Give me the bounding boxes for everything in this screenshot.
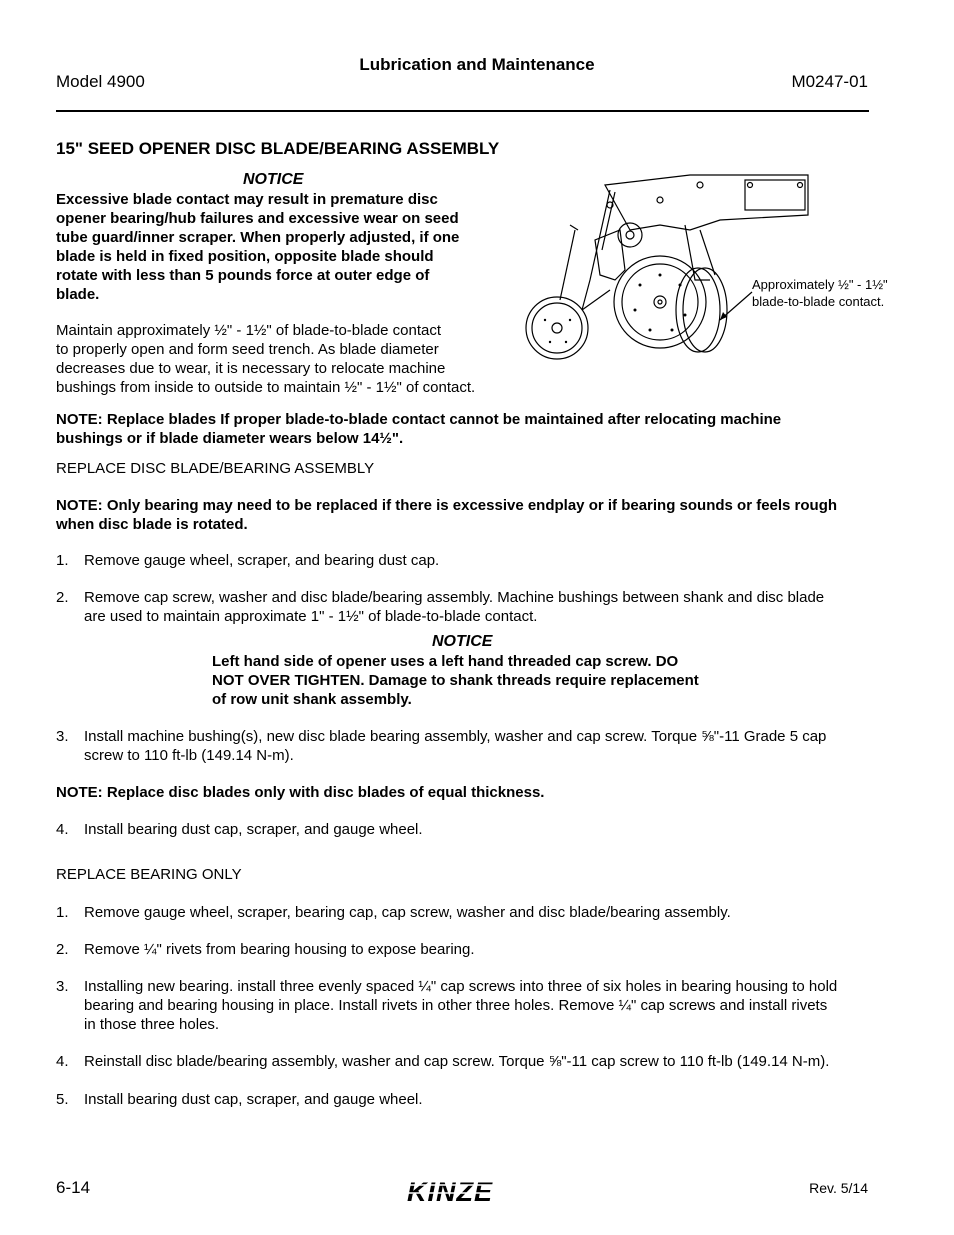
header-section-title: Lubrication and Maintenance	[359, 55, 595, 74]
step-item	[0, 1052, 954, 1072]
notice-line: of row unit shank assembly.	[212, 691, 412, 708]
step-number: 2.	[56, 941, 69, 958]
notice-heading: NOTICE	[243, 171, 304, 188]
step-number: 3.	[56, 978, 69, 995]
kinze-logo-text: KINZE	[407, 1177, 493, 1206]
step-line: bearing and bearing housing in place. Install rivets in other three holes. Remove ¼" cap screws and install rivets	[84, 997, 828, 1014]
step-number: 4.	[56, 1053, 69, 1070]
step-text	[84, 977, 874, 1034]
step-item	[0, 727, 954, 767]
subheading-replace-assembly: REPLACE DISC BLADE/BEARING ASSEMBLY	[56, 460, 375, 477]
notice-line: Excessive blade contact may result in premature disc	[56, 191, 438, 208]
intro-paragraph	[56, 321, 506, 397]
intro-line: bushings from inside to outside to maintain ½" - 1½" of contact.	[56, 379, 476, 396]
notice-text	[56, 190, 496, 304]
step-number: 1.	[56, 552, 69, 569]
step-number: 1.	[56, 904, 69, 921]
step-line: in those three holes.	[84, 1016, 220, 1033]
step-line: Installing new bearing. install three evenly spaced ¼" cap screws into three of six holes in bearing housing to hold	[84, 978, 838, 995]
step-text: Remove gauge wheel, scraper, bearing cap, cap screw, washer and disc blade/bearing assembly.	[84, 904, 731, 921]
step-item	[0, 1090, 954, 1110]
step-line: Install machine bushing(s), new disc blade bearing assembly, washer and cap screw. Torque ⅝"-11 Grade 5 cap	[84, 728, 827, 745]
note-replace-blades	[56, 410, 876, 448]
step-number: 5.	[56, 1091, 69, 1108]
step-line: screw to 110 ft-lb (149.14 N-m).	[84, 747, 294, 764]
step-text	[84, 588, 874, 626]
step-text: Install bearing dust cap, scraper, and gauge wheel.	[84, 821, 423, 838]
notice-line: Left hand side of opener uses a left hand threaded cap screw. DO	[212, 653, 679, 670]
step-item	[0, 977, 954, 1037]
intro-line: to properly open and form seed trench. As blade diameter	[56, 341, 439, 358]
header-rule	[56, 110, 869, 112]
subheading-replace-bearing: REPLACE BEARING ONLY	[56, 866, 242, 883]
revision: Rev. 5/14	[809, 1180, 868, 1196]
step-text	[84, 727, 874, 765]
step-text: Reinstall disc blade/bearing assembly, washer and cap screw. Torque ⅝"-11 cap screw to 110 ft-lb (149.14 N-m).	[84, 1053, 830, 1070]
callout-line: Approximately ½" - 1½"	[752, 277, 888, 292]
kinze-logo	[405, 1176, 525, 1211]
section-title: 15" SEED OPENER DISC BLADE/BEARING ASSEMBLY	[56, 139, 500, 158]
intro-line: Maintain approximately ½" - 1½" of blade-to-blade contact	[56, 322, 442, 339]
step-item	[0, 940, 954, 960]
callout-line: blade-to-blade contact.	[752, 294, 885, 309]
notice-line: rotate with less than 5 pounds force at outer edge of	[56, 267, 430, 284]
kinze-logo-mark	[405, 1176, 525, 1206]
page-number: 6-14	[56, 1178, 91, 1197]
step-line: are used to maintain approximate 1" - 1½" of blade-to-blade contact.	[84, 608, 538, 625]
step-text: Install bearing dust cap, scraper, and gauge wheel.	[84, 1091, 423, 1108]
step-item	[0, 551, 954, 571]
header-doc-number: M0247-01	[791, 72, 868, 91]
note-line: NOTE: Replace blades If proper blade-to-blade contact cannot be maintained after relocating machine	[56, 411, 782, 428]
step-text: Remove ¼" rivets from bearing housing to expose bearing.	[84, 941, 475, 958]
notice-line: blade is held in fixed position, opposite blade should	[56, 248, 434, 265]
header-model: Model 4900	[56, 72, 145, 91]
note-line: bushings or if blade diameter wears below 14½".	[56, 430, 404, 447]
note-line: NOTE: Only bearing may need to be replaced if there is excessive endplay or if bearing sounds or feels rough	[56, 497, 838, 514]
note-line: when disc blade is rotated.	[56, 516, 248, 533]
figure-callout	[752, 276, 888, 310]
notice-line: blade.	[56, 286, 100, 303]
step-item	[0, 588, 954, 628]
step-number: 4.	[56, 821, 69, 838]
step-number: 2.	[56, 589, 69, 606]
step-item	[0, 820, 954, 840]
notice-line: NOT OVER TIGHTEN. Damage to shank threads require replacement	[212, 672, 699, 689]
opener-drawing	[520, 170, 810, 360]
intro-line: decreases due to wear, it is necessary to relocate machine	[56, 360, 446, 377]
note-bearing-only	[56, 496, 886, 534]
notice-line: tube guard/inner scraper. When properly adjusted, if one	[56, 229, 460, 246]
opener-illustration	[520, 170, 810, 365]
step-number: 3.	[56, 728, 69, 745]
step-text: Remove gauge wheel, scraper, and bearing dust cap.	[84, 552, 440, 569]
notice-line: opener bearing/hub failures and excessive wear on seed	[56, 210, 459, 227]
step-item	[0, 903, 954, 923]
notice-heading: NOTICE	[432, 633, 493, 650]
notice-text	[212, 652, 732, 709]
step-line: Remove cap screw, washer and disc blade/bearing assembly. Machine bushings between shank and disc blade	[84, 589, 825, 606]
note-equal-thickness: NOTE: Replace disc blades only with disc blades of equal thickness.	[56, 784, 545, 801]
